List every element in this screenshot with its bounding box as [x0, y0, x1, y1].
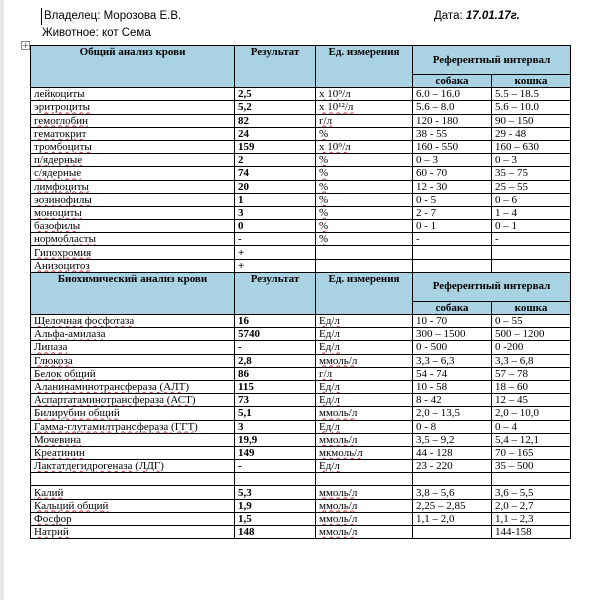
header-row-1: [39, 8, 579, 25]
result-value: +: [235, 246, 316, 259]
result-value: 24: [235, 127, 316, 140]
analyte-name: Альфа-амилаза: [31, 328, 235, 341]
cat-ref-value: 2,0 – 2,7: [492, 499, 571, 512]
date-label: Дата:: [434, 10, 466, 22]
analyte-name: гемоглобин: [31, 114, 235, 127]
analyte-name: Глюкоза: [31, 354, 235, 367]
dog-ref-value: 3,3 – 6,3: [413, 354, 492, 367]
dog-ref-value: 2,0 – 13,5: [413, 407, 492, 420]
unit-value: x 10⁹/л: [316, 88, 413, 101]
analyte-name: эритроциты: [31, 101, 235, 114]
bio-header-row: [31, 272, 571, 301]
cat-ref-value: 500 – 1200: [492, 328, 571, 341]
unit-value: x 10¹²/л: [316, 101, 413, 114]
unit-value: %: [316, 154, 413, 167]
dog-ref-value: 0 – 3: [413, 154, 492, 167]
analyte-name: Натрий: [31, 526, 235, 539]
dog-ref-value: 38 - 55: [413, 127, 492, 140]
result-value: 2: [235, 154, 316, 167]
table-row: [31, 499, 571, 512]
table-row: [31, 512, 571, 525]
analyte-name: Аланинаминотрансфераза (АЛТ): [31, 380, 235, 393]
unit-value: ммоль/л: [316, 433, 413, 446]
table-row: [31, 526, 571, 539]
cat-ref-value: 5.5 – 18.5: [492, 88, 571, 101]
dog-ref-value: 60 - 70: [413, 167, 492, 180]
unit-value: %: [316, 180, 413, 193]
owner-label: Владелец: Морозова Е.В.: [41, 8, 181, 25]
result-value: 86: [235, 367, 316, 380]
bio-title: Биохимический анализ крови: [31, 272, 235, 314]
unit-value: %: [316, 127, 413, 140]
unit-value: Ед/л: [316, 420, 413, 433]
result-value: 5740: [235, 328, 316, 341]
cat-ref-value: 70 – 165: [492, 446, 571, 459]
table-row: [31, 433, 571, 446]
dog-ref-value: 10 - 58: [413, 380, 492, 393]
unit-value: %: [316, 233, 413, 246]
animal-label: Животное: кот Сема: [42, 27, 151, 39]
table-row: [31, 180, 571, 193]
cbc-header-row: [31, 46, 571, 75]
table-row: [31, 380, 571, 393]
analyte-name: Мочевина: [31, 433, 235, 446]
unit-value: ммоль/л: [316, 526, 413, 539]
result-value: 74: [235, 167, 316, 180]
unit-value: г/л: [316, 367, 413, 380]
page-edge: [0, 0, 4, 600]
result-value: 149: [235, 446, 316, 459]
analyte-name: Белок общий: [31, 367, 235, 380]
bio-result-header: Результат: [235, 272, 316, 314]
unit-value: Ед/л: [316, 328, 413, 341]
analyte-name: Гамма-глутамилтрансфераза (ГГТ): [31, 420, 235, 433]
cat-ref-value: [492, 473, 571, 486]
table-row: [31, 127, 571, 140]
dog-ref-value: 0 - 1: [413, 220, 492, 233]
analyte-name: нормобласты: [31, 233, 235, 246]
unit-value: x 10⁹/л: [316, 140, 413, 153]
result-value: [235, 473, 316, 486]
cat-ref-value: 2,0 – 10,0: [492, 407, 571, 420]
dog-ref-value: [413, 473, 492, 486]
dog-ref-value: 3,8 – 5,6: [413, 486, 492, 499]
analyte-name: [31, 473, 235, 486]
analyte-name: эозинофилы: [31, 193, 235, 206]
analyte-name: Кальций общий: [31, 499, 235, 512]
cat-ref-value: 0 – 1: [492, 220, 571, 233]
table-row: [31, 206, 571, 219]
table-row: [31, 394, 571, 407]
table-row: [31, 315, 571, 328]
table-row: [31, 220, 571, 233]
dog-ref-value: 2 - 7: [413, 206, 492, 219]
analyte-name: Аспартатаминотрансфераза (АСТ): [31, 394, 235, 407]
bio-unit-header: Ед. измерения: [316, 272, 413, 314]
unit-value: ммоль/л: [316, 499, 413, 512]
cat-ref-value: 3,3 – 6,8: [492, 354, 571, 367]
table-row: [31, 367, 571, 380]
dog-ref-value: 6.0 – 16.0: [413, 88, 492, 101]
result-value: +: [235, 259, 316, 272]
dog-ref-value: 0 - 8: [413, 420, 492, 433]
cat-ref-value: 35 – 500: [492, 460, 571, 473]
table-row: [31, 354, 571, 367]
results-table: [30, 45, 571, 539]
unit-value: %: [316, 220, 413, 233]
analyte-name: Билирубин общий: [31, 407, 235, 420]
cat-ref-value: 25 – 55: [492, 180, 571, 193]
result-value: 2,5: [235, 88, 316, 101]
table-row: [31, 88, 571, 101]
result-value: -: [235, 460, 316, 473]
result-value: 1: [235, 193, 316, 206]
result-value: 73: [235, 394, 316, 407]
analyte-name: Анизоцитоз: [31, 259, 235, 272]
table-row: [31, 473, 571, 486]
table-row: [31, 341, 571, 354]
analyte-name: моноциты: [31, 206, 235, 219]
bio-dog-header: собака: [413, 301, 492, 314]
header-row-2: [39, 25, 579, 42]
analyte-name: базофилы: [31, 220, 235, 233]
dog-ref-value: 12 - 30: [413, 180, 492, 193]
result-value: 148: [235, 526, 316, 539]
dog-ref-value: 0 - 5: [413, 193, 492, 206]
unit-value: Ед/л: [316, 315, 413, 328]
unit-value: [316, 246, 413, 259]
analyte-name: тромбоциты: [31, 140, 235, 153]
analyte-name: гематокрит: [31, 127, 235, 140]
unit-value: ммоль/л: [316, 512, 413, 525]
analyte-name: Фосфор: [31, 512, 235, 525]
cat-ref-value: 18 – 60: [492, 380, 571, 393]
dog-ref-value: 160 - 550: [413, 140, 492, 153]
cat-ref-value: 12 – 45: [492, 394, 571, 407]
table-move-handle-icon[interactable]: +: [22, 41, 29, 50]
result-value: 115: [235, 380, 316, 393]
unit-value: %: [316, 167, 413, 180]
dog-ref-value: 0 - 500: [413, 341, 492, 354]
table-row: [31, 167, 571, 180]
analyte-name: лейкоциты: [31, 88, 235, 101]
unit-value: г/л: [316, 114, 413, 127]
unit-value: %: [316, 206, 413, 219]
cat-ref-value: 1 – 4: [492, 206, 571, 219]
result-value: 1,9: [235, 499, 316, 512]
results-table-body: [31, 46, 571, 539]
dog-ref-value: 54 - 74: [413, 367, 492, 380]
result-value: -: [235, 341, 316, 354]
table-row: [31, 407, 571, 420]
cat-ref-value: 0 – 4: [492, 420, 571, 433]
analyte-name: Липаза: [31, 341, 235, 354]
date-value: 17.01.17г.: [465, 10, 520, 22]
cat-ref-value: 0 – 6: [492, 193, 571, 206]
cat-ref-value: 90 – 150: [492, 114, 571, 127]
cat-ref-value: 29 - 48: [492, 127, 571, 140]
unit-value: %: [316, 193, 413, 206]
analyte-name: Щелочная фосфотаза: [31, 315, 235, 328]
result-value: 16: [235, 315, 316, 328]
dog-ref-value: -: [413, 233, 492, 246]
dog-ref-value: 1,1 – 2,0: [413, 512, 492, 525]
dog-ref-value: 23 - 220: [413, 460, 492, 473]
cbc-dog-header: собака: [413, 75, 492, 88]
dog-ref-value: 8 - 42: [413, 394, 492, 407]
unit-value: Ед/л: [316, 460, 413, 473]
table-row: [31, 101, 571, 114]
cat-ref-value: 160 – 630: [492, 140, 571, 153]
result-value: 3: [235, 420, 316, 433]
cbc-cat-header: кошка: [492, 75, 571, 88]
dog-ref-value: 3,5 – 9,2: [413, 433, 492, 446]
dog-ref-value: [413, 526, 492, 539]
bio-cat-header: кошка: [492, 301, 571, 314]
cat-ref-value: 0 – 55: [492, 315, 571, 328]
result-value: 82: [235, 114, 316, 127]
cat-ref-value: 3,6 – 5,5: [492, 486, 571, 499]
result-value: 0: [235, 220, 316, 233]
result-value: 1,5: [235, 512, 316, 525]
result-value: 5,1: [235, 407, 316, 420]
cat-ref-value: -: [492, 233, 571, 246]
result-value: 5,2: [235, 101, 316, 114]
dog-ref-value: 44 - 128: [413, 446, 492, 459]
bio-ref-header: Референтный интервал: [413, 272, 571, 301]
cat-ref-value: 144-158: [492, 526, 571, 539]
result-value: 5,3: [235, 486, 316, 499]
dog-ref-value: 5.6 – 8.0: [413, 101, 492, 114]
table-row: [31, 460, 571, 473]
dog-ref-value: 300 – 1500: [413, 328, 492, 341]
cbc-title: Общий анализ крови: [31, 46, 235, 88]
cbc-unit-header: Ед. измерения: [316, 46, 413, 88]
table-row: [31, 420, 571, 433]
unit-value: ммоль/л: [316, 354, 413, 367]
dog-ref-value: 120 - 180: [413, 114, 492, 127]
analyte-name: с/ядерные: [31, 167, 235, 180]
unit-value: мкмоль/л: [316, 446, 413, 459]
cat-ref-value: 35 – 75: [492, 167, 571, 180]
analyte-name: Калий: [31, 486, 235, 499]
report-header: [39, 8, 579, 42]
result-value: -: [235, 233, 316, 246]
cat-ref-value: [492, 246, 571, 259]
dog-ref-value: 10 - 70: [413, 315, 492, 328]
unit-value: [316, 259, 413, 272]
result-value: 20: [235, 180, 316, 193]
unit-value: Ед/л: [316, 394, 413, 407]
table-row: [31, 328, 571, 341]
unit-value: [316, 473, 413, 486]
cat-ref-value: 57 – 78: [492, 367, 571, 380]
analyte-name: п/ядерные: [31, 154, 235, 167]
table-row: [31, 193, 571, 206]
table-row: [31, 446, 571, 459]
unit-value: Ед/л: [316, 380, 413, 393]
cbc-result-header: Результат: [235, 46, 316, 88]
dog-ref-value: [413, 259, 492, 272]
table-row: [31, 233, 571, 246]
cat-ref-value: 1,1 – 2,3: [492, 512, 571, 525]
table-row: [31, 246, 571, 259]
cat-ref-value: 0 – 3: [492, 154, 571, 167]
date-field: [434, 8, 520, 25]
table-row: [31, 154, 571, 167]
result-value: 2,8: [235, 354, 316, 367]
result-value: 159: [235, 140, 316, 153]
table-row: [31, 140, 571, 153]
analyte-name: Гипохромия: [31, 246, 235, 259]
result-value: 19,9: [235, 433, 316, 446]
cat-ref-value: 5.6 – 10.0: [492, 101, 571, 114]
table-row: [31, 114, 571, 127]
cat-ref-value: 0 -200: [492, 341, 571, 354]
analyte-name: Креатинин: [31, 446, 235, 459]
analyte-name: лимфоциты: [31, 180, 235, 193]
cbc-ref-header: Референтный интервал: [413, 46, 571, 75]
dog-ref-value: [413, 246, 492, 259]
cat-ref-value: 5,4 – 12,1: [492, 433, 571, 446]
cat-ref-value: [492, 259, 571, 272]
table-row: [31, 259, 571, 272]
unit-value: ммоль/л: [316, 407, 413, 420]
table-row: [31, 486, 571, 499]
result-value: 3: [235, 206, 316, 219]
unit-value: Ед/л: [316, 341, 413, 354]
unit-value: ммоль/л: [316, 486, 413, 499]
dog-ref-value: 2,25 – 2,85: [413, 499, 492, 512]
analyte-name: Лактатдегидрогеназа (ЛДГ): [31, 460, 235, 473]
